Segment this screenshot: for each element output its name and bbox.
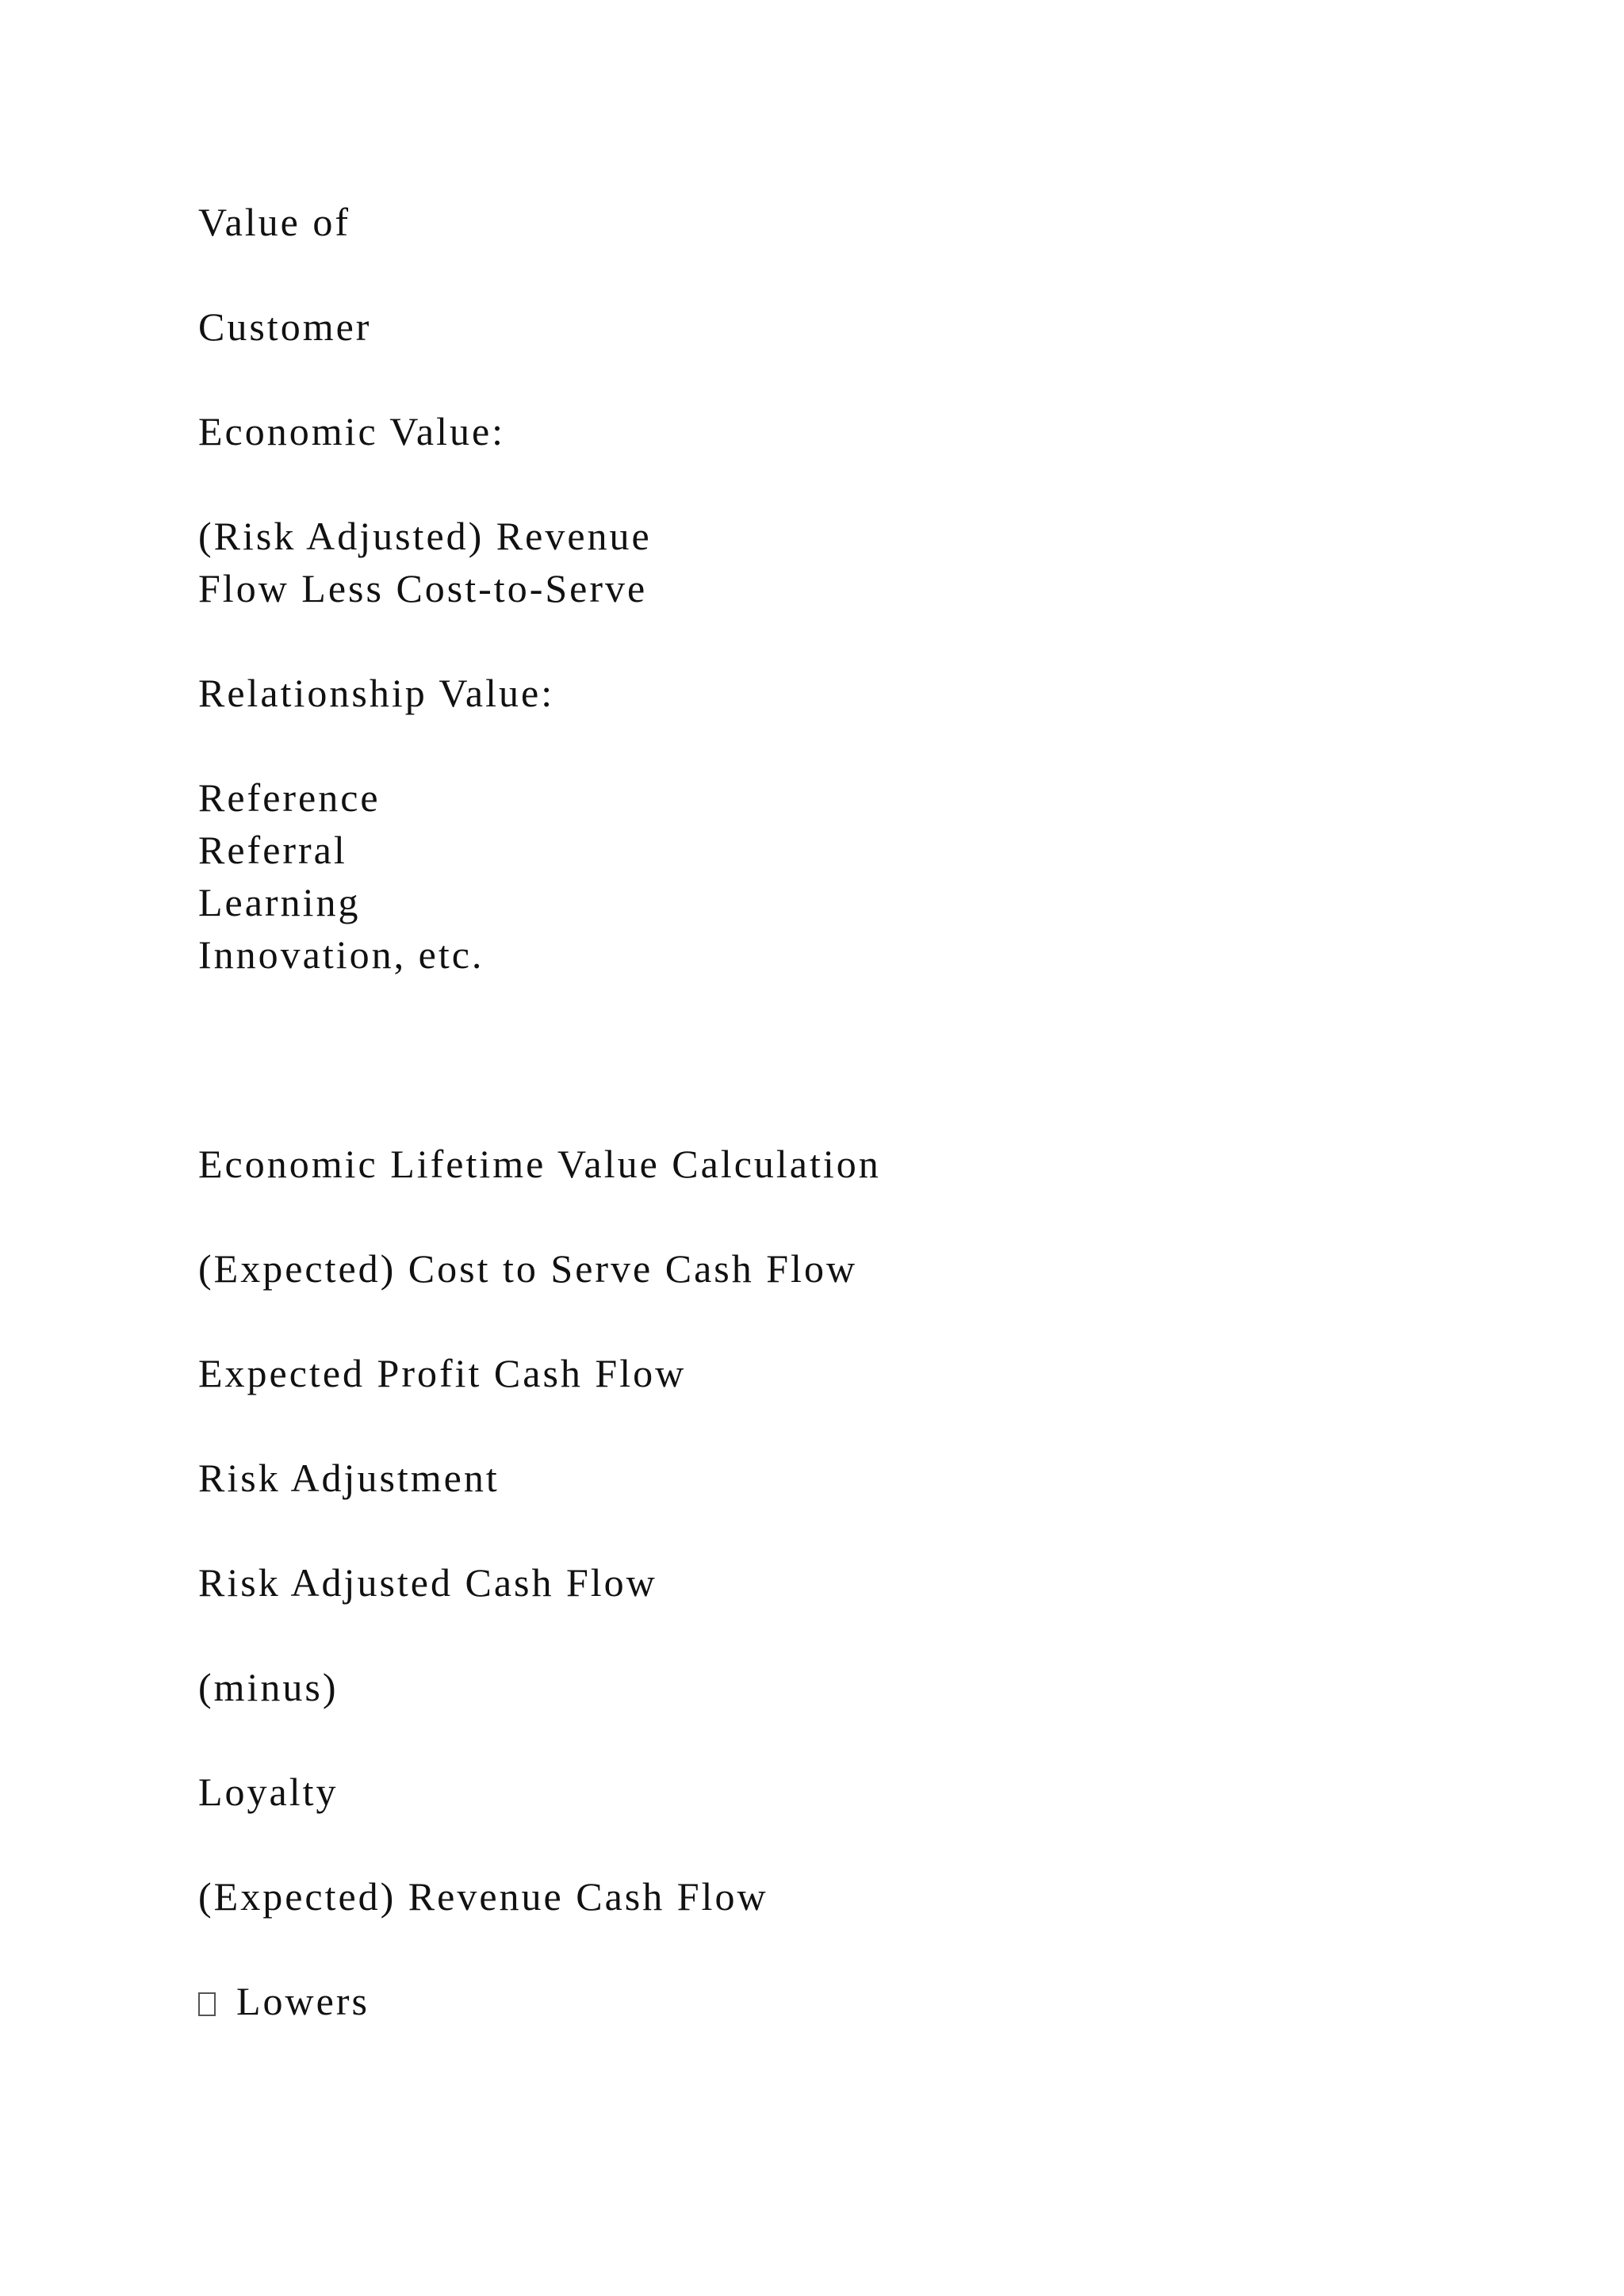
calculation-item: (Expected) Revenue Cash Flow bbox=[198, 1874, 768, 1919]
missing-glyph-icon bbox=[198, 1992, 216, 2016]
calculation-item: (Expected) Cost to Serve Cash Flow bbox=[198, 1246, 858, 1291]
section-title-line-2: Customer bbox=[198, 304, 372, 349]
calculation-item: Risk Adjustment bbox=[198, 1456, 500, 1500]
calculation-item: (minus) bbox=[198, 1665, 339, 1709]
lowers-text: Lowers bbox=[236, 1979, 370, 2023]
section-title-line-1: Value of bbox=[198, 200, 350, 244]
calculation-item: Expected Profit Cash Flow bbox=[198, 1351, 687, 1395]
calculation-item: Loyalty bbox=[198, 1770, 339, 1814]
economic-value-heading: Economic Value: bbox=[198, 409, 506, 453]
relationship-item: Innovation, etc. bbox=[198, 932, 485, 977]
relationship-item: Learning bbox=[198, 880, 361, 924]
relationship-item: Reference bbox=[198, 775, 381, 820]
economic-value-desc-line-1: (Risk Adjusted) Revenue bbox=[198, 514, 652, 558]
relationship-item: Referral bbox=[198, 828, 347, 872]
calculation-item: Risk Adjusted Cash Flow bbox=[198, 1560, 657, 1605]
economic-value-desc-line-2: Flow Less Cost-to-Serve bbox=[198, 566, 648, 610]
calculation-title: Economic Lifetime Value Calculation bbox=[198, 1142, 881, 1186]
calculation-item-lowers bbox=[198, 1981, 370, 2021]
relationship-value-heading: Relationship Value: bbox=[198, 671, 555, 715]
